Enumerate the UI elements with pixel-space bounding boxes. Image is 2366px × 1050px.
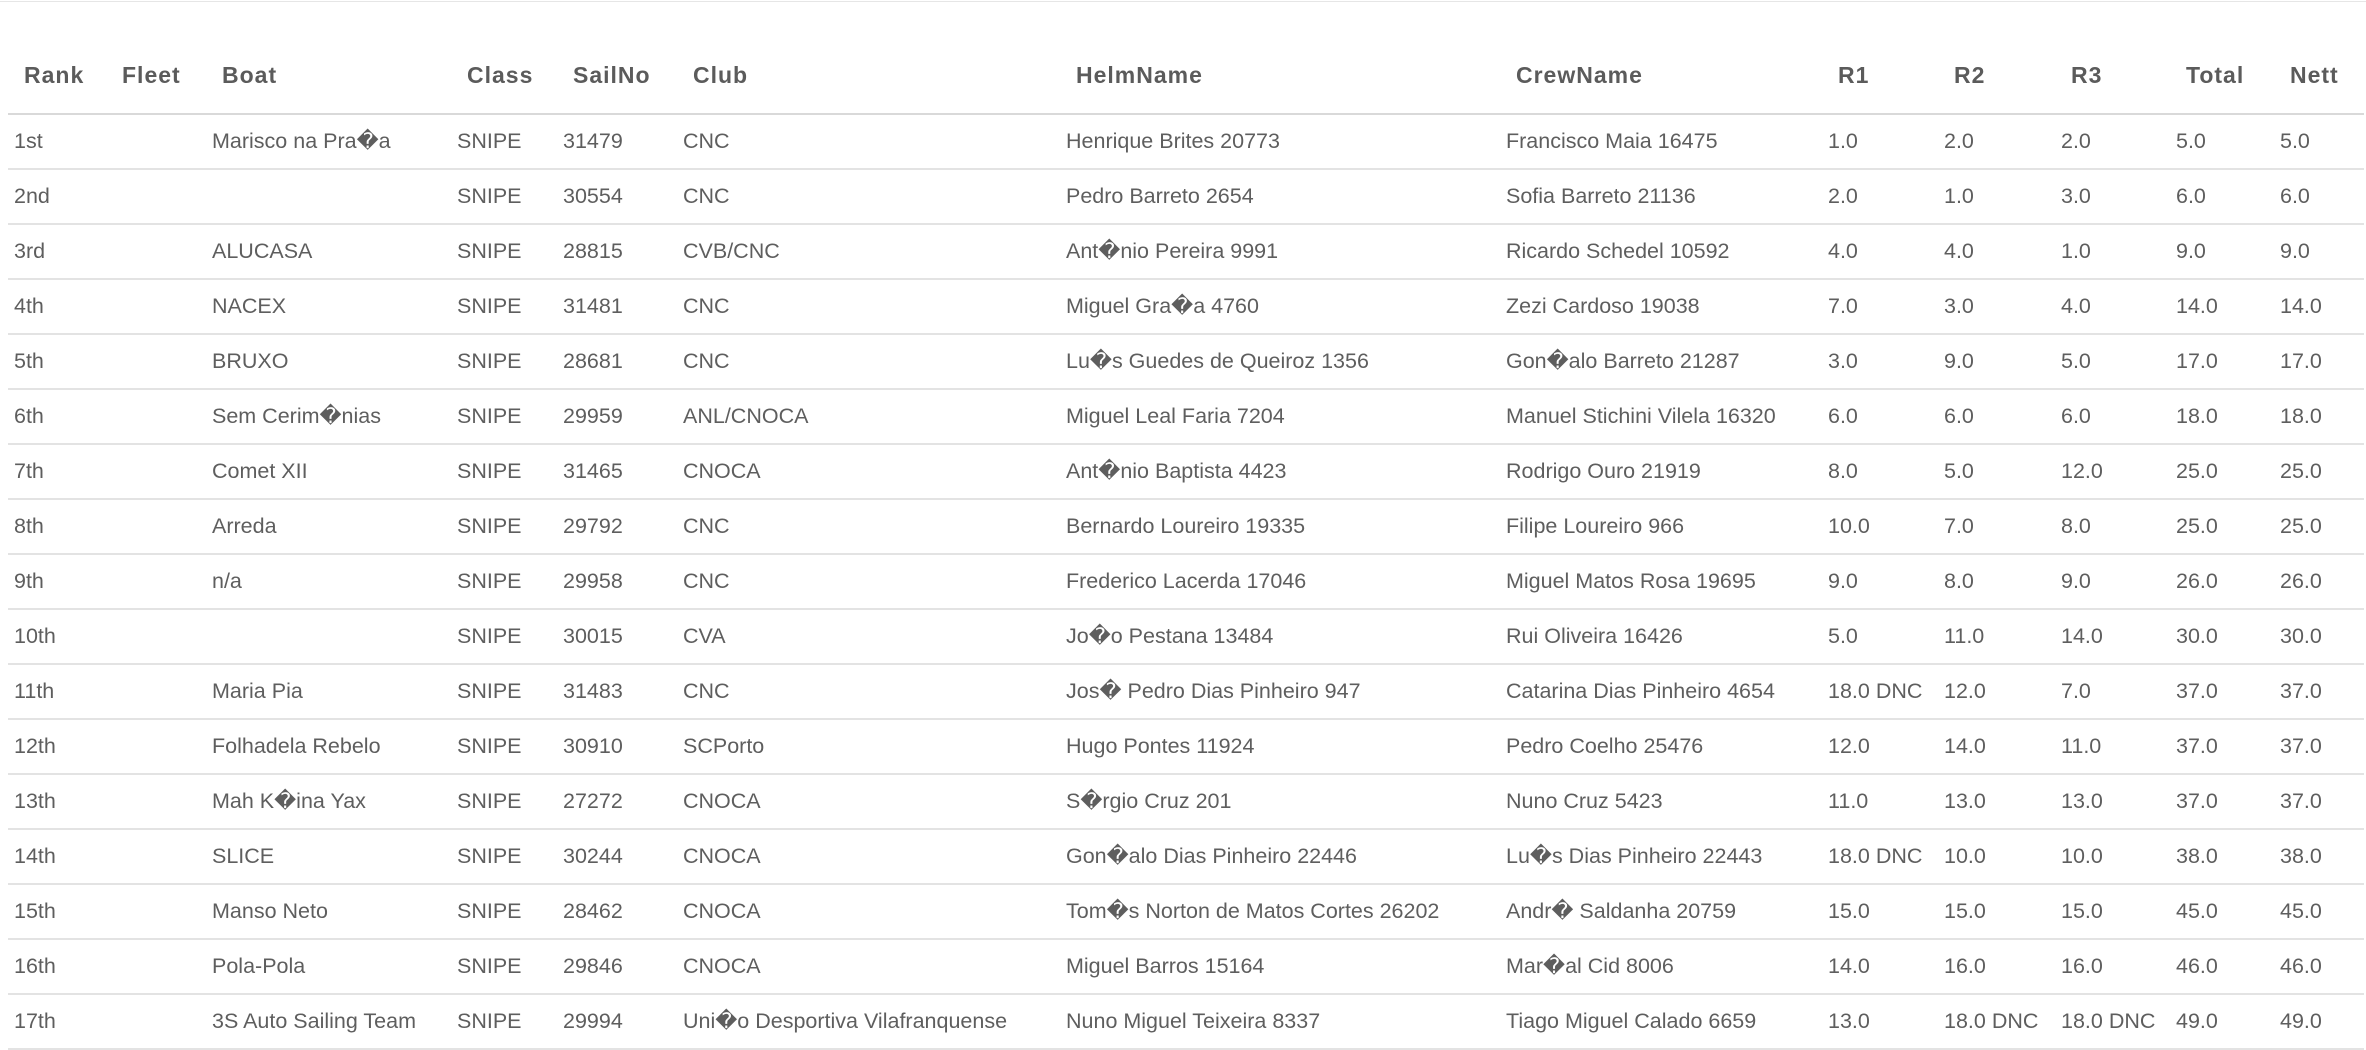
cell-boat: Pola-Pola bbox=[206, 939, 451, 994]
cell-boat: Mah K�ina Yax bbox=[206, 774, 451, 829]
cell-fleet bbox=[106, 114, 206, 169]
table-row bbox=[8, 499, 2364, 554]
cell-r2: 6.0 bbox=[1938, 389, 2055, 444]
cell-helm-name: Tom�s Norton de Matos Cortes 26202 bbox=[1060, 884, 1500, 939]
cell-fleet bbox=[106, 279, 206, 334]
cell-nett: 9.0 bbox=[2274, 224, 2364, 279]
cell-boat: Marisco na Pra�a bbox=[206, 114, 451, 169]
column-header-club[interactable]: Club bbox=[677, 37, 1060, 114]
cell-rank: 11th bbox=[8, 664, 106, 719]
cell-r2: 12.0 bbox=[1938, 664, 2055, 719]
cell-helm-name: Gon�alo Dias Pinheiro 22446 bbox=[1060, 829, 1500, 884]
cell-r2: 9.0 bbox=[1938, 334, 2055, 389]
cell-crew-name: Pedro Coelho 25476 bbox=[1500, 719, 1822, 774]
cell-rank: 9th bbox=[8, 554, 106, 609]
cell-nett: 37.0 bbox=[2274, 719, 2364, 774]
cell-helm-name: Jos� Pedro Dias Pinheiro 947 bbox=[1060, 664, 1500, 719]
cell-crew-name: Sofia Barreto 21136 bbox=[1500, 169, 1822, 224]
cell-crew-name: Mar�al Cid 8006 bbox=[1500, 939, 1822, 994]
cell-rank: 15th bbox=[8, 884, 106, 939]
cell-crew-name: Andr� Saldanha 20759 bbox=[1500, 884, 1822, 939]
header-row bbox=[8, 37, 2364, 114]
cell-r2: 5.0 bbox=[1938, 444, 2055, 499]
table-row bbox=[8, 114, 2364, 169]
cell-r3: 5.0 bbox=[2055, 334, 2170, 389]
table-row bbox=[8, 774, 2364, 829]
cell-r3: 4.0 bbox=[2055, 279, 2170, 334]
cell-fleet bbox=[106, 774, 206, 829]
cell-club: SCPorto bbox=[677, 719, 1060, 774]
cell-r1: 14.0 bbox=[1822, 939, 1938, 994]
cell-crew-name: Rui Oliveira 16426 bbox=[1500, 609, 1822, 664]
cell-r2: 1.0 bbox=[1938, 169, 2055, 224]
cell-class: SNIPE bbox=[451, 939, 557, 994]
cell-crew-name: Filipe Loureiro 966 bbox=[1500, 499, 1822, 554]
cell-crew-name: Rodrigo Ouro 21919 bbox=[1500, 444, 1822, 499]
cell-r1: 13.0 bbox=[1822, 994, 1938, 1049]
table-row bbox=[8, 224, 2364, 279]
cell-rank: 3rd bbox=[8, 224, 106, 279]
cell-nett: 46.0 bbox=[2274, 939, 2364, 994]
cell-crew-name: Tiago Miguel Calado 6659 bbox=[1500, 994, 1822, 1049]
cell-nett: 37.0 bbox=[2274, 774, 2364, 829]
table-row bbox=[8, 939, 2364, 994]
cell-class: SNIPE bbox=[451, 114, 557, 169]
cell-helm-name: Pedro Barreto 2654 bbox=[1060, 169, 1500, 224]
cell-sail-no: 29958 bbox=[557, 554, 677, 609]
cell-fleet bbox=[106, 994, 206, 1049]
cell-r3: 12.0 bbox=[2055, 444, 2170, 499]
cell-boat: Arreda bbox=[206, 499, 451, 554]
cell-class: SNIPE bbox=[451, 334, 557, 389]
cell-crew-name: Ricardo Schedel 10592 bbox=[1500, 224, 1822, 279]
cell-rank: 2nd bbox=[8, 169, 106, 224]
cell-nett: 25.0 bbox=[2274, 499, 2364, 554]
cell-boat: Sem Cerim�nias bbox=[206, 389, 451, 444]
cell-r1: 15.0 bbox=[1822, 884, 1938, 939]
top-divider bbox=[0, 1, 2366, 2]
table-row bbox=[8, 884, 2364, 939]
cell-club: CNOCA bbox=[677, 444, 1060, 499]
cell-club: CNOCA bbox=[677, 829, 1060, 884]
cell-fleet bbox=[106, 444, 206, 499]
cell-crew-name: Gon�alo Barreto 21287 bbox=[1500, 334, 1822, 389]
cell-fleet bbox=[106, 334, 206, 389]
cell-r2: 3.0 bbox=[1938, 279, 2055, 334]
cell-club: CVA bbox=[677, 609, 1060, 664]
cell-club: ANL/CNOCA bbox=[677, 389, 1060, 444]
cell-rank: 16th bbox=[8, 939, 106, 994]
table-row bbox=[8, 334, 2364, 389]
column-header-helm-name[interactable]: HelmName bbox=[1060, 37, 1500, 114]
cell-boat: BRUXO bbox=[206, 334, 451, 389]
column-header-boat[interactable]: Boat bbox=[206, 37, 451, 114]
cell-r1: 12.0 bbox=[1822, 719, 1938, 774]
cell-class: SNIPE bbox=[451, 444, 557, 499]
cell-boat: n/a bbox=[206, 554, 451, 609]
column-header-crew-name[interactable]: CrewName bbox=[1500, 37, 1822, 114]
table-row bbox=[8, 279, 2364, 334]
cell-fleet bbox=[106, 829, 206, 884]
cell-class: SNIPE bbox=[451, 994, 557, 1049]
cell-fleet bbox=[106, 609, 206, 664]
cell-class: SNIPE bbox=[451, 774, 557, 829]
cell-r1: 8.0 bbox=[1822, 444, 1938, 499]
cell-fleet bbox=[106, 719, 206, 774]
results-body bbox=[8, 114, 2364, 1049]
table-row bbox=[8, 994, 2364, 1049]
cell-r1: 2.0 bbox=[1822, 169, 1938, 224]
cell-class: SNIPE bbox=[451, 829, 557, 884]
cell-r1: 10.0 bbox=[1822, 499, 1938, 554]
cell-rank: 17th bbox=[8, 994, 106, 1049]
cell-crew-name: Francisco Maia 16475 bbox=[1500, 114, 1822, 169]
cell-class: SNIPE bbox=[451, 169, 557, 224]
table-row bbox=[8, 719, 2364, 774]
cell-rank: 13th bbox=[8, 774, 106, 829]
cell-sail-no: 31483 bbox=[557, 664, 677, 719]
cell-club: CNC bbox=[677, 279, 1060, 334]
cell-r2: 7.0 bbox=[1938, 499, 2055, 554]
cell-club: CVB/CNC bbox=[677, 224, 1060, 279]
cell-r3: 14.0 bbox=[2055, 609, 2170, 664]
cell-helm-name: Frederico Lacerda 17046 bbox=[1060, 554, 1500, 609]
cell-nett: 6.0 bbox=[2274, 169, 2364, 224]
cell-crew-name: Manuel Stichini Vilela 16320 bbox=[1500, 389, 1822, 444]
cell-r2: 10.0 bbox=[1938, 829, 2055, 884]
cell-r2: 13.0 bbox=[1938, 774, 2055, 829]
column-header-sail-no[interactable]: SailNo bbox=[557, 37, 677, 114]
cell-crew-name: Catarina Dias Pinheiro 4654 bbox=[1500, 664, 1822, 719]
cell-rank: 14th bbox=[8, 829, 106, 884]
cell-class: SNIPE bbox=[451, 224, 557, 279]
cell-total: 37.0 bbox=[2170, 719, 2274, 774]
cell-r3: 7.0 bbox=[2055, 664, 2170, 719]
cell-r2: 14.0 bbox=[1938, 719, 2055, 774]
cell-rank: 8th bbox=[8, 499, 106, 554]
column-header-r1[interactable]: R1 bbox=[1822, 37, 1938, 114]
cell-class: SNIPE bbox=[451, 389, 557, 444]
cell-r2: 4.0 bbox=[1938, 224, 2055, 279]
cell-r1: 5.0 bbox=[1822, 609, 1938, 664]
cell-helm-name: Miguel Leal Faria 7204 bbox=[1060, 389, 1500, 444]
cell-helm-name: Ant�nio Baptista 4423 bbox=[1060, 444, 1500, 499]
cell-club: CNC bbox=[677, 334, 1060, 389]
cell-fleet bbox=[106, 224, 206, 279]
cell-total: 6.0 bbox=[2170, 169, 2274, 224]
cell-r2: 8.0 bbox=[1938, 554, 2055, 609]
cell-total: 46.0 bbox=[2170, 939, 2274, 994]
cell-helm-name: Hugo Pontes 11924 bbox=[1060, 719, 1500, 774]
cell-club: CNC bbox=[677, 114, 1060, 169]
cell-class: SNIPE bbox=[451, 499, 557, 554]
cell-sail-no: 31479 bbox=[557, 114, 677, 169]
cell-boat: Folhadela Rebelo bbox=[206, 719, 451, 774]
cell-boat bbox=[206, 169, 451, 224]
cell-r3: 10.0 bbox=[2055, 829, 2170, 884]
cell-r3: 2.0 bbox=[2055, 114, 2170, 169]
cell-total: 25.0 bbox=[2170, 499, 2274, 554]
cell-nett: 38.0 bbox=[2274, 829, 2364, 884]
cell-helm-name: S�rgio Cruz 201 bbox=[1060, 774, 1500, 829]
cell-r2: 18.0 DNC bbox=[1938, 994, 2055, 1049]
cell-fleet bbox=[106, 499, 206, 554]
cell-sail-no: 28462 bbox=[557, 884, 677, 939]
cell-helm-name: Henrique Brites 20773 bbox=[1060, 114, 1500, 169]
cell-total: 18.0 bbox=[2170, 389, 2274, 444]
table-row bbox=[8, 609, 2364, 664]
cell-total: 17.0 bbox=[2170, 334, 2274, 389]
cell-club: CNOCA bbox=[677, 884, 1060, 939]
cell-club: Uni�o Desportiva Vilafranquense bbox=[677, 994, 1060, 1049]
cell-nett: 26.0 bbox=[2274, 554, 2364, 609]
cell-rank: 7th bbox=[8, 444, 106, 499]
cell-nett: 5.0 bbox=[2274, 114, 2364, 169]
cell-sail-no: 29959 bbox=[557, 389, 677, 444]
column-header-fleet[interactable]: Fleet bbox=[106, 37, 206, 114]
cell-class: SNIPE bbox=[451, 719, 557, 774]
cell-rank: 5th bbox=[8, 334, 106, 389]
cell-boat: Maria Pia bbox=[206, 664, 451, 719]
cell-total: 49.0 bbox=[2170, 994, 2274, 1049]
cell-crew-name: Nuno Cruz 5423 bbox=[1500, 774, 1822, 829]
cell-crew-name: Zezi Cardoso 19038 bbox=[1500, 279, 1822, 334]
cell-sail-no: 30244 bbox=[557, 829, 677, 884]
cell-boat: ALUCASA bbox=[206, 224, 451, 279]
cell-rank: 4th bbox=[8, 279, 106, 334]
cell-nett: 30.0 bbox=[2274, 609, 2364, 664]
cell-sail-no: 28681 bbox=[557, 334, 677, 389]
cell-class: SNIPE bbox=[451, 664, 557, 719]
cell-nett: 49.0 bbox=[2274, 994, 2364, 1049]
cell-boat: 3S Auto Sailing Team bbox=[206, 994, 451, 1049]
cell-sail-no: 29846 bbox=[557, 939, 677, 994]
cell-r1: 9.0 bbox=[1822, 554, 1938, 609]
column-header-r3[interactable]: R3 bbox=[2055, 37, 2170, 114]
cell-r1: 4.0 bbox=[1822, 224, 1938, 279]
cell-class: SNIPE bbox=[451, 554, 557, 609]
cell-club: CNC bbox=[677, 554, 1060, 609]
cell-r1: 3.0 bbox=[1822, 334, 1938, 389]
cell-r3: 16.0 bbox=[2055, 939, 2170, 994]
cell-rank: 12th bbox=[8, 719, 106, 774]
cell-sail-no: 31465 bbox=[557, 444, 677, 499]
cell-r2: 16.0 bbox=[1938, 939, 2055, 994]
cell-boat: SLICE bbox=[206, 829, 451, 884]
cell-nett: 25.0 bbox=[2274, 444, 2364, 499]
table-row bbox=[8, 444, 2364, 499]
cell-fleet bbox=[106, 939, 206, 994]
results-table bbox=[8, 37, 2364, 1050]
cell-r1: 18.0 DNC bbox=[1822, 829, 1938, 884]
cell-total: 30.0 bbox=[2170, 609, 2274, 664]
cell-boat: Comet XII bbox=[206, 444, 451, 499]
table-row bbox=[8, 389, 2364, 444]
cell-class: SNIPE bbox=[451, 884, 557, 939]
cell-crew-name: Lu�s Dias Pinheiro 22443 bbox=[1500, 829, 1822, 884]
cell-r3: 9.0 bbox=[2055, 554, 2170, 609]
cell-fleet bbox=[106, 554, 206, 609]
cell-r3: 15.0 bbox=[2055, 884, 2170, 939]
column-header-nett[interactable]: Nett bbox=[2274, 37, 2364, 114]
cell-nett: 37.0 bbox=[2274, 664, 2364, 719]
cell-crew-name: Miguel Matos Rosa 19695 bbox=[1500, 554, 1822, 609]
cell-sail-no: 29792 bbox=[557, 499, 677, 554]
cell-total: 37.0 bbox=[2170, 664, 2274, 719]
column-header-r2[interactable]: R2 bbox=[1938, 37, 2055, 114]
table-row bbox=[8, 829, 2364, 884]
table-row bbox=[8, 554, 2364, 609]
cell-helm-name: Miguel Gra�a 4760 bbox=[1060, 279, 1500, 334]
cell-rank: 6th bbox=[8, 389, 106, 444]
cell-helm-name: Miguel Barros 15164 bbox=[1060, 939, 1500, 994]
cell-total: 37.0 bbox=[2170, 774, 2274, 829]
table-row bbox=[8, 664, 2364, 719]
cell-sail-no: 27272 bbox=[557, 774, 677, 829]
cell-r2: 11.0 bbox=[1938, 609, 2055, 664]
cell-nett: 17.0 bbox=[2274, 334, 2364, 389]
cell-r3: 1.0 bbox=[2055, 224, 2170, 279]
cell-sail-no: 30554 bbox=[557, 169, 677, 224]
cell-fleet bbox=[106, 169, 206, 224]
cell-total: 25.0 bbox=[2170, 444, 2274, 499]
cell-helm-name: Ant�nio Pereira 9991 bbox=[1060, 224, 1500, 279]
cell-r3: 3.0 bbox=[2055, 169, 2170, 224]
cell-total: 5.0 bbox=[2170, 114, 2274, 169]
cell-r1: 7.0 bbox=[1822, 279, 1938, 334]
cell-sail-no: 30015 bbox=[557, 609, 677, 664]
cell-class: SNIPE bbox=[451, 609, 557, 664]
cell-r3: 8.0 bbox=[2055, 499, 2170, 554]
cell-boat bbox=[206, 609, 451, 664]
cell-r1: 1.0 bbox=[1822, 114, 1938, 169]
cell-boat: NACEX bbox=[206, 279, 451, 334]
cell-sail-no: 31481 bbox=[557, 279, 677, 334]
cell-fleet bbox=[106, 884, 206, 939]
cell-club: CNOCA bbox=[677, 939, 1060, 994]
cell-r3: 6.0 bbox=[2055, 389, 2170, 444]
cell-r2: 15.0 bbox=[1938, 884, 2055, 939]
cell-nett: 14.0 bbox=[2274, 279, 2364, 334]
cell-sail-no: 28815 bbox=[557, 224, 677, 279]
cell-helm-name: Bernardo Loureiro 19335 bbox=[1060, 499, 1500, 554]
cell-sail-no: 29994 bbox=[557, 994, 677, 1049]
cell-total: 9.0 bbox=[2170, 224, 2274, 279]
cell-boat: Manso Neto bbox=[206, 884, 451, 939]
cell-fleet bbox=[106, 389, 206, 444]
cell-r3: 18.0 DNC bbox=[2055, 994, 2170, 1049]
cell-total: 38.0 bbox=[2170, 829, 2274, 884]
cell-nett: 18.0 bbox=[2274, 389, 2364, 444]
cell-rank: 10th bbox=[8, 609, 106, 664]
cell-helm-name: Lu�s Guedes de Queiroz 1356 bbox=[1060, 334, 1500, 389]
cell-club: CNOCA bbox=[677, 774, 1060, 829]
cell-total: 14.0 bbox=[2170, 279, 2274, 334]
column-header-class[interactable]: Class bbox=[451, 37, 557, 114]
cell-club: CNC bbox=[677, 169, 1060, 224]
cell-rank: 1st bbox=[8, 114, 106, 169]
cell-helm-name: Nuno Miguel Teixeira 8337 bbox=[1060, 994, 1500, 1049]
cell-club: CNC bbox=[677, 499, 1060, 554]
cell-r3: 11.0 bbox=[2055, 719, 2170, 774]
cell-nett: 45.0 bbox=[2274, 884, 2364, 939]
column-header-total[interactable]: Total bbox=[2170, 37, 2274, 114]
cell-r1: 18.0 DNC bbox=[1822, 664, 1938, 719]
table-row bbox=[8, 169, 2364, 224]
cell-sail-no: 30910 bbox=[557, 719, 677, 774]
cell-total: 26.0 bbox=[2170, 554, 2274, 609]
cell-r2: 2.0 bbox=[1938, 114, 2055, 169]
cell-club: CNC bbox=[677, 664, 1060, 719]
cell-fleet bbox=[106, 664, 206, 719]
cell-class: SNIPE bbox=[451, 279, 557, 334]
column-header-rank[interactable]: Rank bbox=[8, 37, 106, 114]
cell-total: 45.0 bbox=[2170, 884, 2274, 939]
cell-r3: 13.0 bbox=[2055, 774, 2170, 829]
cell-r1: 6.0 bbox=[1822, 389, 1938, 444]
cell-r1: 11.0 bbox=[1822, 774, 1938, 829]
cell-helm-name: Jo�o Pestana 13484 bbox=[1060, 609, 1500, 664]
